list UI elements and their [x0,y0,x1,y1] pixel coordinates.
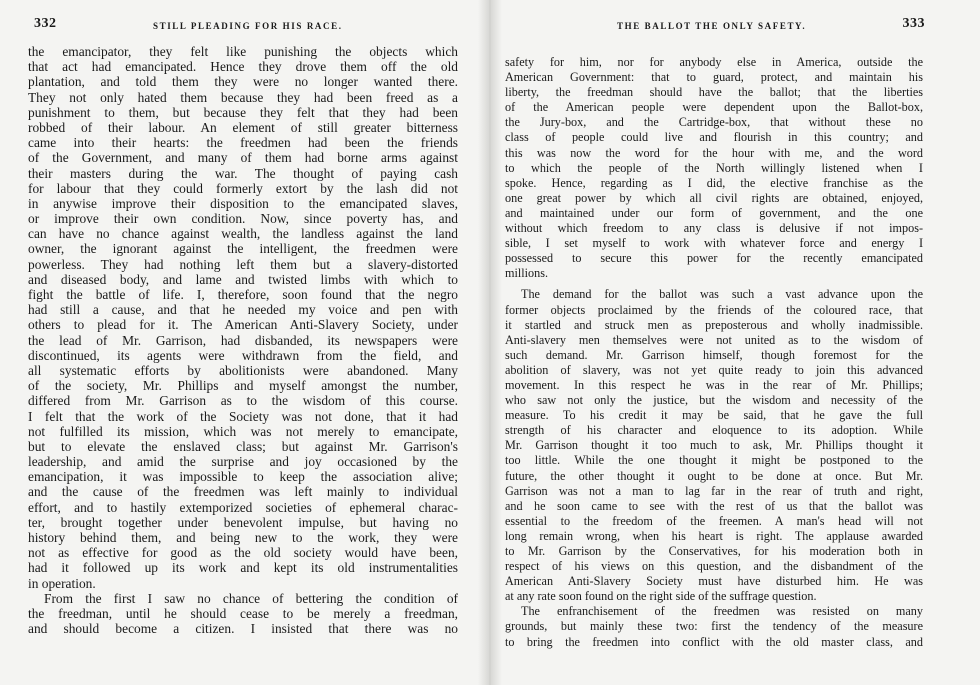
left-page-body [28,44,458,636]
text-line: abolition of slavery, was not yet quite ready to join this advanced [505,362,923,377]
text-line: grounds, but mainly these two: first the tendency of the measure [505,619,923,634]
text-line: and he soon came to see with the rest of us that the ballot was [505,498,923,513]
text-line: history behind them, and being new to the work, they were [28,530,458,545]
text-line: future, the other thought it ought to be done at once. But Mr. [505,468,923,483]
book-gutter [478,0,502,685]
text-line: can have no chance against wealth, the landless against the land [28,226,458,242]
text-line: Mr. Garrison thought it too much to ask, Mr. Phillips thought it [505,438,923,453]
text-line: came into their hearts: the freedmen had been the friends [28,135,458,151]
text-line: sible, I set myself to work with whatever force and energy I [505,236,923,251]
text-line: or improve their own condition. Now, since poverty has, and [28,211,458,227]
text-line: the lead of Mr. Garrison, had disbanded, its newspapers were [28,332,458,348]
text-line: differed from Mr. Garrison as to the wisdom of this course. [28,393,458,409]
left-running-head: STILL PLEADING FOR HIS RACE. [153,21,343,31]
text-line: owner, the ignorant against the intelligent, the freedmen were [28,241,458,257]
text-line: it startled and struck men as preposterous and wholly inadmissible. [505,317,923,332]
text-line: powerless. They had nothing left them but a slavery-distorted [28,256,458,272]
right-page-header [505,16,923,36]
text-line: Anti-slavery men themselves were not united as to the wisdom of [505,332,923,347]
text-line: had still a cause, and that he needed my voice and pen with [28,302,458,318]
text-line: discontinued, its agents were withdrawn from the field, and [28,347,458,363]
left-page-header [28,16,458,36]
text-line: all systematic efforts by abolitionists were abandoned. Many [28,362,458,378]
text-line: not as effective for good as the old society would have been, [28,545,458,561]
text-line: punishment to them, but because they felt that they had been [28,104,458,120]
text-line: former objects proclaimed by the friends of the coloured race, that [505,302,923,317]
text-line: and diseased body, and lame and twisted limbs with which to [28,271,458,287]
text-line: the Jury-box, and the Cartridge-box, that without these no [505,115,923,130]
text-line: American Government: that to guard, protect, and maintain his [505,70,923,85]
text-line: long remain wrong, when his heart is right. The applause awarded [505,528,923,543]
text-line: the emancipator, they felt like punishing the objects which [28,44,458,59]
text-line: plantation, and told them they were no longer wanted there. [28,74,458,90]
text-line: without which freedom to any class is delusive if not impos- [505,221,923,236]
text-line: leadership, and amid the surprise and joy occasioned by the [28,454,458,470]
right-running-head: THE BALLOT THE ONLY SAFETY. [617,21,807,31]
text-line: to which the people of the North willingly listened when I [505,160,923,175]
text-line: ter, brought together under benevolent impulse, but having no [28,514,458,530]
text-line: measure. To his credit it may be said, that he gave the full [505,408,923,423]
text-line: for labour that they could formerly extort by the lash did not [28,180,458,196]
text-line: emancipation, it was impossible to keep the association alive; [28,469,458,485]
left-page [28,0,458,685]
text-line: possessed to secure this power for the recently emancipated [505,251,923,266]
right-page-number: 333 [902,16,925,31]
text-line: their masters during the war. The thought of paying cash [28,165,458,181]
text-line: such demand. Mr. Garrison himself, though foremost for the [505,347,923,362]
text-line: American Anti-Slavery Society must have disturbed him. He was [505,574,923,589]
text-line: in operation. [28,575,96,591]
text-line: of the American people were dependent upon the Ballot-box, [505,100,923,115]
text-line: spoke. Hence, regarding as I did, the elective franchise as the [505,175,923,190]
text-line: had it followed up its work and kept its old instrumentalities [28,560,458,576]
text-line: safety for him, nor for anybody else in America, outside the [505,55,923,69]
text-line: I felt that the work of the Society was not done, that it had [28,408,458,424]
text-line: of the society, Mr. Phillips and myself amongst the number, [28,378,458,394]
text-line: in anywise improve their disposition to the emancipated slaves, [28,195,458,211]
right-page-body [505,55,923,650]
text-line: movement. In this respect he was in the rear of Mr. Phillips; [505,377,923,392]
text-line: class of people could live and flourish in this country; and [505,130,923,145]
text-line: They not only hated them because they had been freed as a [28,89,458,105]
text-line: From the first I saw no chance of bettering the condition of [44,590,458,606]
text-line: robbed of their labour. An element of still greater bitterness [28,119,458,135]
text-line: one great power by which all civil rights are obtained, enjoyed, [505,190,923,205]
text-line: to Mr. Garrison by the Conservatives, for his moderation both in [505,544,923,558]
text-line: but to elevate the enslaved class; but against Mr. Garrison's [28,438,458,454]
text-line: and the cause of the freedmen was left mainly to individual [28,484,458,500]
text-line: respect of his views on this question, and the disbandment of the [505,559,923,574]
text-line: Garrison was not a man to lag far in the rear of truth and right, [505,483,923,498]
text-line: The enfranchisement of the freedmen was resisted on many [521,604,923,619]
text-line: to bring the freedmen into conflict with the old master class, and [505,634,923,649]
text-line: not fulfilled its mission, which was not merely to emancipate, [28,423,458,439]
text-line: and should become a citizen. I insisted that there was no [28,621,458,637]
text-line: liberty, the freedman should have the ballot; that the liberties [505,85,923,100]
text-line: millions. [505,266,549,281]
text-line: the freedman, until he should cease to be merely a freedman, [28,605,458,621]
text-line: of the Government, and many of them had borne arms against [28,150,458,166]
text-line: too little. While the one thought it might be postponed to the [505,453,923,468]
text-line: at any rate soon found on the right side of the suffrage question. [505,589,817,604]
right-page [505,0,923,685]
text-line: others to plead for it. The American Anti-Slavery Society, under [28,317,458,333]
text-line: essential to the freedom of the freemen. A man's head will not [505,513,923,528]
text-line: fight the battle of life. I, therefore, soon found that the negro [28,287,458,302]
text-line: that act had emancipated. Hence they drove them off the old [28,59,458,75]
text-line: The demand for the ballot was such a vast advance upon the [521,287,923,302]
text-line: who saw not only the justice, but the wisdom and necessity of the [505,393,923,408]
text-line: and maintained under our form of government, and the one [505,205,923,220]
text-line: this was now the word for the hour with me, and the word [505,145,923,160]
text-line: effort, and to hastily extemporized societies of ephemeral charac- [28,499,458,515]
text-line: strength of his character and eloquence to its adoption. While [505,423,923,438]
left-page-number: 332 [34,16,57,31]
